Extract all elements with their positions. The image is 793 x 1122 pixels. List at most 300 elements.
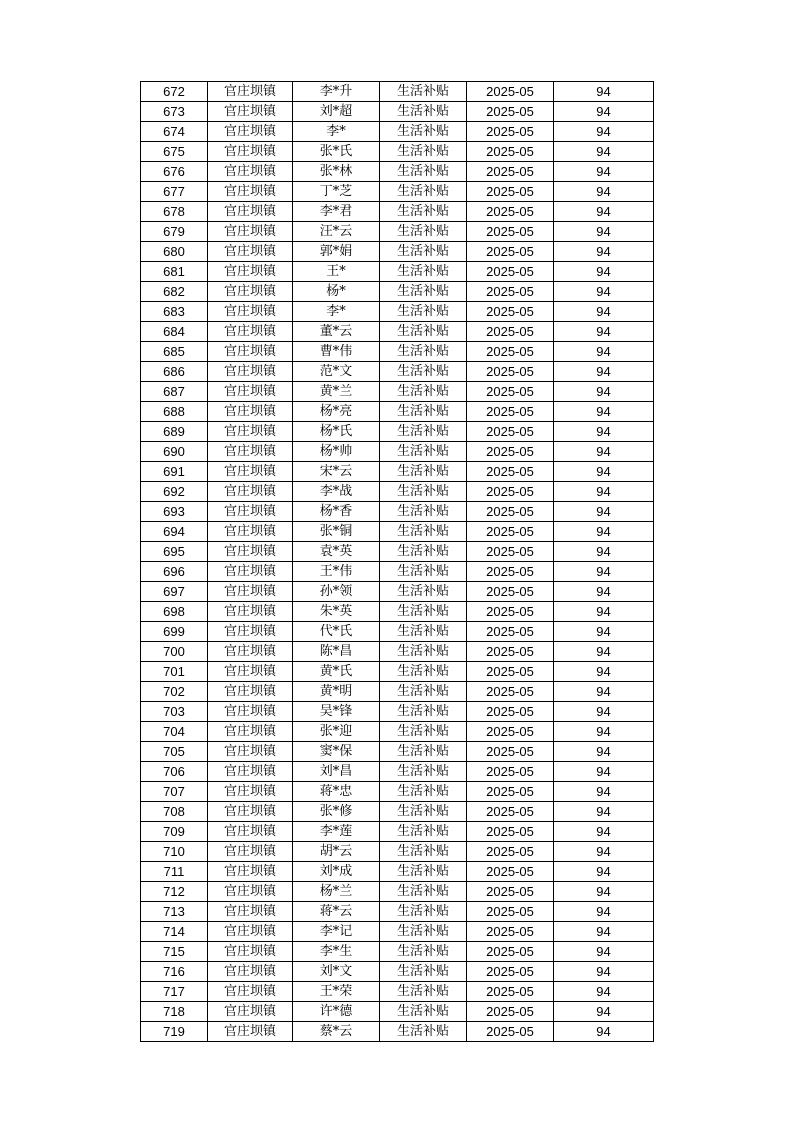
row-number-cell: 694 (141, 522, 208, 542)
row-number-cell: 676 (141, 162, 208, 182)
name-cell: 黄*兰 (293, 382, 380, 402)
row-number-cell: 717 (141, 982, 208, 1002)
table-row (141, 902, 654, 922)
period-cell: 2025-05 (467, 522, 554, 542)
row-number-cell: 706 (141, 762, 208, 782)
subsidy-type-cell: 生活补贴 (380, 922, 467, 942)
table-row (141, 182, 654, 202)
table-row (141, 922, 654, 942)
subsidy-type-cell: 生活补贴 (380, 882, 467, 902)
row-number-cell: 682 (141, 282, 208, 302)
amount-cell: 94 (554, 722, 654, 742)
row-number-cell: 673 (141, 102, 208, 122)
table-row (141, 662, 654, 682)
name-cell: 杨* (293, 282, 380, 302)
subsidy-type-cell: 生活补贴 (380, 682, 467, 702)
period-cell: 2025-05 (467, 422, 554, 442)
name-cell: 张*氏 (293, 142, 380, 162)
table-row (141, 422, 654, 442)
table-row (141, 682, 654, 702)
row-number-cell: 678 (141, 202, 208, 222)
name-cell: 朱*英 (293, 602, 380, 622)
town-cell: 官庄坝镇 (208, 482, 293, 502)
name-cell: 张*迎 (293, 722, 380, 742)
name-cell: 张*修 (293, 802, 380, 822)
amount-cell: 94 (554, 922, 654, 942)
town-cell: 官庄坝镇 (208, 142, 293, 162)
town-cell: 官庄坝镇 (208, 982, 293, 1002)
town-cell: 官庄坝镇 (208, 402, 293, 422)
table-row (141, 762, 654, 782)
period-cell: 2025-05 (467, 762, 554, 782)
amount-cell: 94 (554, 282, 654, 302)
subsidy-type-cell: 生活补贴 (380, 382, 467, 402)
row-number-cell: 679 (141, 222, 208, 242)
name-cell: 李*莲 (293, 822, 380, 842)
subsidy-table (140, 81, 654, 1042)
town-cell: 官庄坝镇 (208, 842, 293, 862)
name-cell: 张*铜 (293, 522, 380, 542)
town-cell: 官庄坝镇 (208, 742, 293, 762)
subsidy-type-cell: 生活补贴 (380, 722, 467, 742)
amount-cell: 94 (554, 802, 654, 822)
period-cell: 2025-05 (467, 1002, 554, 1022)
amount-cell: 94 (554, 882, 654, 902)
subsidy-type-cell: 生活补贴 (380, 662, 467, 682)
town-cell: 官庄坝镇 (208, 802, 293, 822)
town-cell: 官庄坝镇 (208, 822, 293, 842)
town-cell: 官庄坝镇 (208, 762, 293, 782)
name-cell: 宋*云 (293, 462, 380, 482)
town-cell: 官庄坝镇 (208, 702, 293, 722)
row-number-cell: 695 (141, 542, 208, 562)
subsidy-type-cell: 生活补贴 (380, 242, 467, 262)
period-cell: 2025-05 (467, 802, 554, 822)
town-cell: 官庄坝镇 (208, 102, 293, 122)
table-row (141, 162, 654, 182)
period-cell: 2025-05 (467, 462, 554, 482)
row-number-cell: 680 (141, 242, 208, 262)
subsidy-type-cell: 生活补贴 (380, 202, 467, 222)
subsidy-type-cell: 生活补贴 (380, 122, 467, 142)
row-number-cell: 688 (141, 402, 208, 422)
name-cell: 汪*云 (293, 222, 380, 242)
town-cell: 官庄坝镇 (208, 882, 293, 902)
name-cell: 杨*香 (293, 502, 380, 522)
table-row (141, 202, 654, 222)
name-cell: 张*林 (293, 162, 380, 182)
subsidy-type-cell: 生活补贴 (380, 262, 467, 282)
amount-cell: 94 (554, 502, 654, 522)
name-cell: 郭*娟 (293, 242, 380, 262)
period-cell: 2025-05 (467, 282, 554, 302)
table-row (141, 1022, 654, 1042)
name-cell: 陈*昌 (293, 642, 380, 662)
town-cell: 官庄坝镇 (208, 282, 293, 302)
table-row (141, 562, 654, 582)
table-row (141, 362, 654, 382)
town-cell: 官庄坝镇 (208, 422, 293, 442)
period-cell: 2025-05 (467, 582, 554, 602)
name-cell: 吴*锋 (293, 702, 380, 722)
row-number-cell: 699 (141, 622, 208, 642)
subsidy-type-cell: 生活补贴 (380, 342, 467, 362)
period-cell: 2025-05 (467, 642, 554, 662)
amount-cell: 94 (554, 1002, 654, 1022)
period-cell: 2025-05 (467, 382, 554, 402)
town-cell: 官庄坝镇 (208, 262, 293, 282)
period-cell: 2025-05 (467, 702, 554, 722)
subsidy-type-cell: 生活补贴 (380, 322, 467, 342)
subsidy-type-cell: 生活补贴 (380, 222, 467, 242)
table-row (141, 822, 654, 842)
period-cell: 2025-05 (467, 1022, 554, 1042)
row-number-cell: 697 (141, 582, 208, 602)
town-cell: 官庄坝镇 (208, 82, 293, 102)
row-number-cell: 693 (141, 502, 208, 522)
subsidy-type-cell: 生活补贴 (380, 762, 467, 782)
subsidy-type-cell: 生活补贴 (380, 82, 467, 102)
name-cell: 蒋*忠 (293, 782, 380, 802)
town-cell: 官庄坝镇 (208, 502, 293, 522)
amount-cell: 94 (554, 662, 654, 682)
name-cell: 蔡*云 (293, 1022, 380, 1042)
period-cell: 2025-05 (467, 782, 554, 802)
name-cell: 代*氏 (293, 622, 380, 642)
row-number-cell: 715 (141, 942, 208, 962)
period-cell: 2025-05 (467, 662, 554, 682)
subsidy-type-cell: 生活补贴 (380, 562, 467, 582)
town-cell: 官庄坝镇 (208, 602, 293, 622)
row-number-cell: 684 (141, 322, 208, 342)
town-cell: 官庄坝镇 (208, 782, 293, 802)
table-row (141, 142, 654, 162)
town-cell: 官庄坝镇 (208, 322, 293, 342)
row-number-cell: 712 (141, 882, 208, 902)
amount-cell: 94 (554, 962, 654, 982)
table-row (141, 122, 654, 142)
name-cell: 刘*超 (293, 102, 380, 122)
amount-cell: 94 (554, 362, 654, 382)
amount-cell: 94 (554, 382, 654, 402)
town-cell: 官庄坝镇 (208, 1022, 293, 1042)
table-row (141, 242, 654, 262)
subsidy-type-cell: 生活补贴 (380, 102, 467, 122)
row-number-cell: 703 (141, 702, 208, 722)
amount-cell: 94 (554, 442, 654, 462)
subsidy-type-cell: 生活补贴 (380, 362, 467, 382)
name-cell: 王*荣 (293, 982, 380, 1002)
amount-cell: 94 (554, 1022, 654, 1042)
row-number-cell: 674 (141, 122, 208, 142)
amount-cell: 94 (554, 302, 654, 322)
amount-cell: 94 (554, 482, 654, 502)
town-cell: 官庄坝镇 (208, 682, 293, 702)
amount-cell: 94 (554, 622, 654, 642)
town-cell: 官庄坝镇 (208, 202, 293, 222)
period-cell: 2025-05 (467, 502, 554, 522)
name-cell: 李*君 (293, 202, 380, 222)
row-number-cell: 691 (141, 462, 208, 482)
town-cell: 官庄坝镇 (208, 382, 293, 402)
table-row (141, 322, 654, 342)
period-cell: 2025-05 (467, 922, 554, 942)
period-cell: 2025-05 (467, 142, 554, 162)
table-row (141, 882, 654, 902)
subsidy-type-cell: 生活补贴 (380, 162, 467, 182)
subsidy-type-cell: 生活补贴 (380, 1002, 467, 1022)
name-cell: 丁*芝 (293, 182, 380, 202)
name-cell: 杨*氏 (293, 422, 380, 442)
subsidy-type-cell: 生活补贴 (380, 482, 467, 502)
amount-cell: 94 (554, 522, 654, 542)
table-row (141, 942, 654, 962)
subsidy-type-cell: 生活补贴 (380, 502, 467, 522)
amount-cell: 94 (554, 542, 654, 562)
table-row (141, 262, 654, 282)
name-cell: 杨*亮 (293, 402, 380, 422)
row-number-cell: 685 (141, 342, 208, 362)
table-row (141, 582, 654, 602)
table-row (141, 82, 654, 102)
row-number-cell: 709 (141, 822, 208, 842)
table-row (141, 282, 654, 302)
row-number-cell: 686 (141, 362, 208, 382)
amount-cell: 94 (554, 682, 654, 702)
row-number-cell: 683 (141, 302, 208, 322)
row-number-cell: 711 (141, 862, 208, 882)
amount-cell: 94 (554, 422, 654, 442)
subsidy-type-cell: 生活补贴 (380, 302, 467, 322)
name-cell: 胡*云 (293, 842, 380, 862)
town-cell: 官庄坝镇 (208, 562, 293, 582)
period-cell: 2025-05 (467, 542, 554, 562)
table-body (141, 82, 654, 1042)
row-number-cell: 705 (141, 742, 208, 762)
town-cell: 官庄坝镇 (208, 122, 293, 142)
town-cell: 官庄坝镇 (208, 362, 293, 382)
amount-cell: 94 (554, 342, 654, 362)
subsidy-type-cell: 生活补贴 (380, 782, 467, 802)
table-row (141, 402, 654, 422)
amount-cell: 94 (554, 462, 654, 482)
name-cell: 李* (293, 302, 380, 322)
town-cell: 官庄坝镇 (208, 862, 293, 882)
row-number-cell: 710 (141, 842, 208, 862)
period-cell: 2025-05 (467, 102, 554, 122)
amount-cell: 94 (554, 262, 654, 282)
name-cell: 王*伟 (293, 562, 380, 582)
amount-cell: 94 (554, 822, 654, 842)
amount-cell: 94 (554, 762, 654, 782)
table-row (141, 602, 654, 622)
name-cell: 李*战 (293, 482, 380, 502)
town-cell: 官庄坝镇 (208, 542, 293, 562)
subsidy-type-cell: 生活补贴 (380, 702, 467, 722)
name-cell: 刘*文 (293, 962, 380, 982)
amount-cell: 94 (554, 602, 654, 622)
period-cell: 2025-05 (467, 442, 554, 462)
town-cell: 官庄坝镇 (208, 1002, 293, 1022)
table-row (141, 522, 654, 542)
table-row (141, 862, 654, 882)
subsidy-type-cell: 生活补贴 (380, 842, 467, 862)
subsidy-type-cell: 生活补贴 (380, 742, 467, 762)
subsidy-type-cell: 生活补贴 (380, 642, 467, 662)
town-cell: 官庄坝镇 (208, 622, 293, 642)
period-cell: 2025-05 (467, 742, 554, 762)
amount-cell: 94 (554, 322, 654, 342)
amount-cell: 94 (554, 182, 654, 202)
town-cell: 官庄坝镇 (208, 722, 293, 742)
row-number-cell: 702 (141, 682, 208, 702)
subsidy-type-cell: 生活补贴 (380, 602, 467, 622)
period-cell: 2025-05 (467, 162, 554, 182)
row-number-cell: 698 (141, 602, 208, 622)
amount-cell: 94 (554, 642, 654, 662)
amount-cell: 94 (554, 102, 654, 122)
amount-cell: 94 (554, 702, 654, 722)
subsidy-type-cell: 生活补贴 (380, 982, 467, 1002)
name-cell: 王* (293, 262, 380, 282)
period-cell: 2025-05 (467, 202, 554, 222)
period-cell: 2025-05 (467, 602, 554, 622)
town-cell: 官庄坝镇 (208, 162, 293, 182)
name-cell: 蒋*云 (293, 902, 380, 922)
name-cell: 黄*明 (293, 682, 380, 702)
period-cell: 2025-05 (467, 402, 554, 422)
town-cell: 官庄坝镇 (208, 902, 293, 922)
amount-cell: 94 (554, 862, 654, 882)
amount-cell: 94 (554, 782, 654, 802)
subsidy-type-cell: 生活补贴 (380, 822, 467, 842)
amount-cell: 94 (554, 222, 654, 242)
amount-cell: 94 (554, 122, 654, 142)
name-cell: 刘*成 (293, 862, 380, 882)
subsidy-type-cell: 生活补贴 (380, 422, 467, 442)
subsidy-type-cell: 生活补贴 (380, 402, 467, 422)
town-cell: 官庄坝镇 (208, 302, 293, 322)
name-cell: 曹*伟 (293, 342, 380, 362)
period-cell: 2025-05 (467, 242, 554, 262)
name-cell: 黄*氏 (293, 662, 380, 682)
row-number-cell: 677 (141, 182, 208, 202)
subsidy-type-cell: 生活补贴 (380, 902, 467, 922)
table-row (141, 342, 654, 362)
name-cell: 杨*帅 (293, 442, 380, 462)
town-cell: 官庄坝镇 (208, 662, 293, 682)
amount-cell: 94 (554, 142, 654, 162)
name-cell: 李*升 (293, 82, 380, 102)
town-cell: 官庄坝镇 (208, 942, 293, 962)
row-number-cell: 716 (141, 962, 208, 982)
table-row (141, 1002, 654, 1022)
subsidy-type-cell: 生活补贴 (380, 522, 467, 542)
row-number-cell: 687 (141, 382, 208, 402)
amount-cell: 94 (554, 82, 654, 102)
town-cell: 官庄坝镇 (208, 922, 293, 942)
subsidy-type-cell: 生活补贴 (380, 962, 467, 982)
subsidy-type-cell: 生活补贴 (380, 142, 467, 162)
town-cell: 官庄坝镇 (208, 182, 293, 202)
name-cell: 范*文 (293, 362, 380, 382)
amount-cell: 94 (554, 242, 654, 262)
subsidy-type-cell: 生活补贴 (380, 582, 467, 602)
name-cell: 李*记 (293, 922, 380, 942)
row-number-cell: 689 (141, 422, 208, 442)
subsidy-type-cell: 生活补贴 (380, 542, 467, 562)
table-row (141, 802, 654, 822)
row-number-cell: 696 (141, 562, 208, 582)
table-row (141, 542, 654, 562)
table-row (141, 962, 654, 982)
amount-cell: 94 (554, 902, 654, 922)
row-number-cell: 714 (141, 922, 208, 942)
table-row (141, 442, 654, 462)
town-cell: 官庄坝镇 (208, 342, 293, 362)
amount-cell: 94 (554, 202, 654, 222)
period-cell: 2025-05 (467, 362, 554, 382)
name-cell: 许*德 (293, 1002, 380, 1022)
period-cell: 2025-05 (467, 82, 554, 102)
table-row (141, 742, 654, 762)
row-number-cell: 672 (141, 82, 208, 102)
row-number-cell: 707 (141, 782, 208, 802)
town-cell: 官庄坝镇 (208, 962, 293, 982)
town-cell: 官庄坝镇 (208, 582, 293, 602)
period-cell: 2025-05 (467, 822, 554, 842)
subsidy-type-cell: 生活补贴 (380, 442, 467, 462)
table-row (141, 722, 654, 742)
row-number-cell: 701 (141, 662, 208, 682)
table-row (141, 702, 654, 722)
row-number-cell: 704 (141, 722, 208, 742)
table-row (141, 842, 654, 862)
amount-cell: 94 (554, 942, 654, 962)
subsidy-type-cell: 生活补贴 (380, 182, 467, 202)
name-cell: 李* (293, 122, 380, 142)
name-cell: 袁*英 (293, 542, 380, 562)
period-cell: 2025-05 (467, 722, 554, 742)
town-cell: 官庄坝镇 (208, 522, 293, 542)
amount-cell: 94 (554, 162, 654, 182)
town-cell: 官庄坝镇 (208, 462, 293, 482)
table-row (141, 642, 654, 662)
amount-cell: 94 (554, 562, 654, 582)
period-cell: 2025-05 (467, 622, 554, 642)
name-cell: 杨*兰 (293, 882, 380, 902)
amount-cell: 94 (554, 842, 654, 862)
table-row (141, 622, 654, 642)
table-row (141, 102, 654, 122)
table-row (141, 382, 654, 402)
period-cell: 2025-05 (467, 222, 554, 242)
name-cell: 李*生 (293, 942, 380, 962)
town-cell: 官庄坝镇 (208, 222, 293, 242)
period-cell: 2025-05 (467, 862, 554, 882)
row-number-cell: 675 (141, 142, 208, 162)
period-cell: 2025-05 (467, 962, 554, 982)
period-cell: 2025-05 (467, 562, 554, 582)
name-cell: 窦*保 (293, 742, 380, 762)
subsidy-type-cell: 生活补贴 (380, 1022, 467, 1042)
town-cell: 官庄坝镇 (208, 242, 293, 262)
row-number-cell: 718 (141, 1002, 208, 1022)
table-row (141, 482, 654, 502)
period-cell: 2025-05 (467, 182, 554, 202)
subsidy-type-cell: 生活补贴 (380, 622, 467, 642)
period-cell: 2025-05 (467, 982, 554, 1002)
